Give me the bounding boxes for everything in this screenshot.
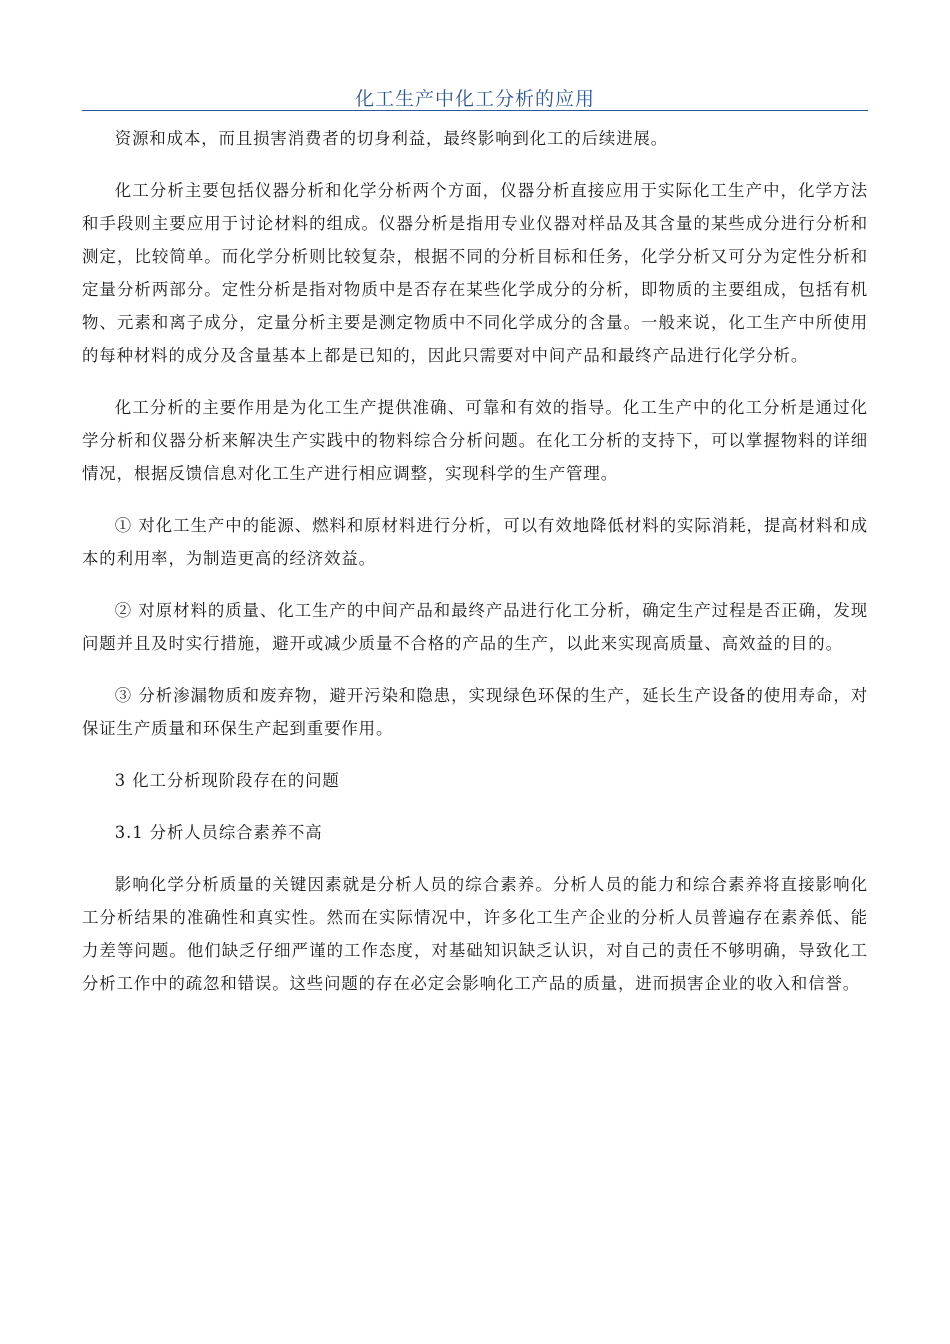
subsection-heading-3-1: 3.1 分析人员综合素养不高 bbox=[114, 823, 323, 842]
list-item-2: ② 对原材料的质量、化工生产的中间产品和最终产品进行化工分析，确定生产过程是否正确，发现问题并且及时实行措施，避开或减少质量不合格的产品的生产，以此来实现高质量、高效益的目的。 bbox=[82, 601, 868, 653]
paragraph-continuation: 资源和成本，而且损害消费者的切身利益，最终影响到化工的后续进展。 bbox=[114, 129, 669, 148]
paragraph-analysis-types: 化工分析主要包括仪器分析和化学分析两个方面，仪器分析直接应用于实际化工生产中，化学方法和手段则主要应用于讨论材料的组成。仪器分析是指用专业仪器对样品及其含量的某些成分进行分析和测定，比较简单。而化学分析则比较复杂，根据不同的分析目标和任务，化学分析又可分为定性分析和定量分析两部分。定性分析是指对物质中是否存在某些化学成分的分析，即物质的主要组成，包括有机物、元素和离子成分，定量分析主要是测定物质中不同化学成分的含量。一般来说，化工生产中所使用的每种材料的成分及含量基本上都是已知的，因此只需要对中间产品和最终产品进行化学分析。 bbox=[82, 181, 868, 365]
paragraph-analysis-role: 化工分析的主要作用是为化工生产提供准确、可靠和有效的指导。化工生产中的化工分析是通过化学分析和仪器分析来解决生产实践中的物料综合分析问题。在化工分析的支持下，可以掌握物料的详细情况，根据反馈信息对化工生产进行相应调整，实现科学的生产管理。 bbox=[82, 398, 868, 483]
paragraph-personnel-quality: 影响化学分析质量的关键因素就是分析人员的综合素养。分析人员的能力和综合素养将直接影响化工分析结果的准确性和真实性。然而在实际情况中，许多化工生产企业的分析人员普遍存在素养低、能力差等问题。他们缺乏仔细严谨的工作态度，对基础知识缺乏认识，对自己的责任不够明确，导致化工分析工作中的疏忽和错误。这些问题的存在必定会影响化工产品的质量，进而损害企业的收入和信誉。 bbox=[82, 875, 868, 993]
page-header bbox=[82, 80, 868, 111]
list-item-1: ① 对化工生产中的能源、燃料和原材料进行分析，可以有效地降低材料的实际消耗，提高材料和成本的利用率，为制造更高的经济效益。 bbox=[82, 516, 868, 568]
page-title: 化工生产中化工分析的应用 bbox=[354, 88, 595, 110]
document-body bbox=[82, 122, 868, 1019]
list-item-3: ③ 分析渗漏物质和废弃物，避开污染和隐患，实现绿色环保的生产，延长生产设备的使用寿命，对保证生产质量和环保生产起到重要作用。 bbox=[82, 686, 868, 738]
section-heading-3: 3 化工分析现阶段存在的问题 bbox=[114, 771, 340, 790]
